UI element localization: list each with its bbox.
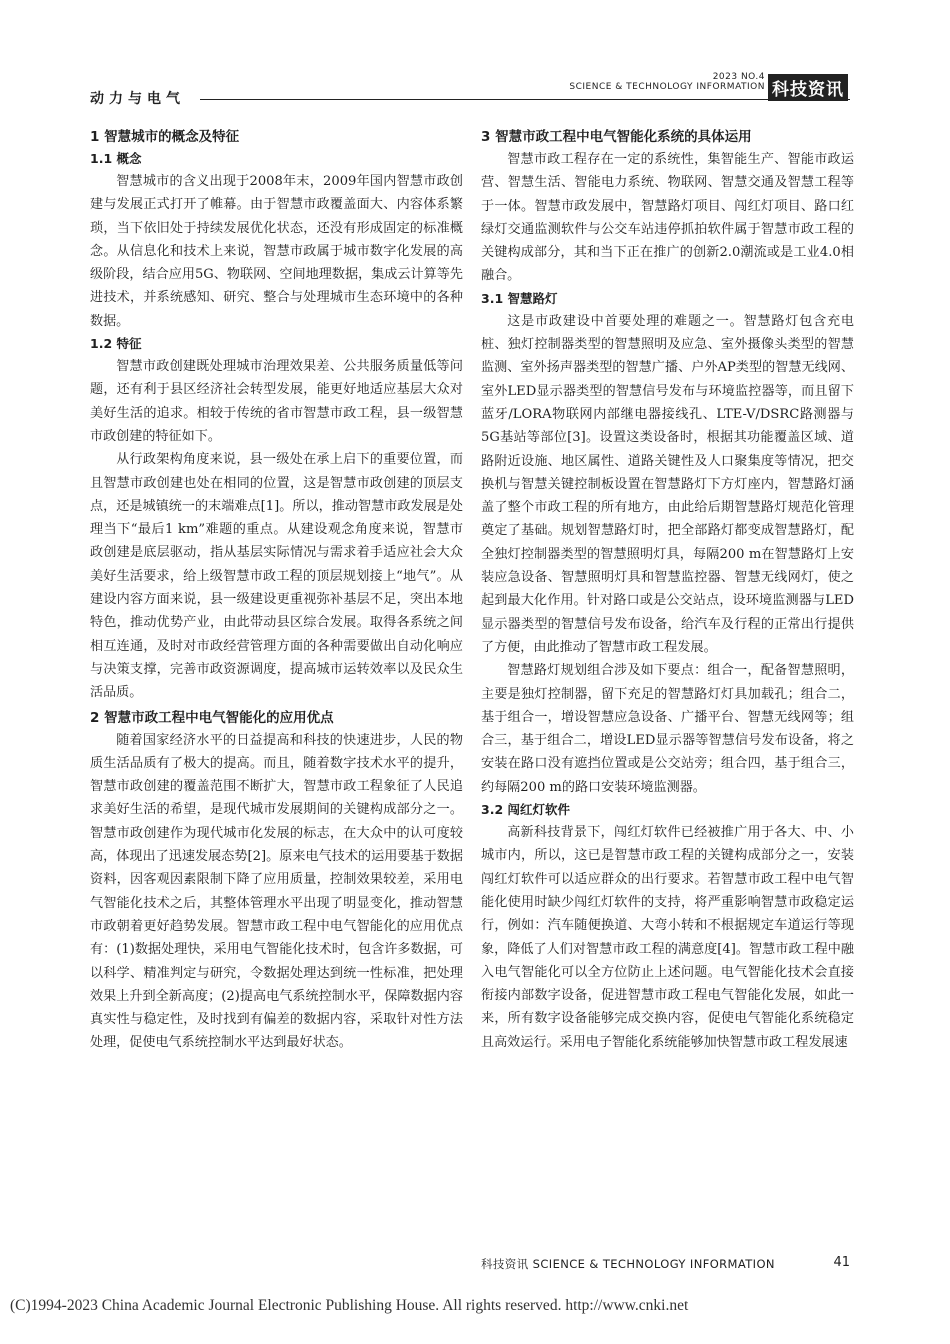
header-issue-block: [569, 72, 765, 92]
paragraph: 这是市政建设中首要处理的难题之一。智慧路灯包含充电桩、独灯控制器类型的智慧照明及应急、室外摄像头类型的智慧监测、室外扬声器类型的智慧广播、户外AP类型的智慧无线网、室外LED显示器类型的智慧信号发布与环境监控器等，而且留下蓝牙/LORA物联网内部继电器接线孔、LTE-V/DSRC路测器与5G基站等部位[3]。设置这类设备时，根据其功能覆盖区域、道路附近设施、地区属性、道路关键性及人口聚集度等情况，把交换机与智慧关键控制板设置在智慧路灯下方灯座内，智慧路灯涵盖了整个市政工程的所有地方，由此给后期智慧路灯规范化管理奠定了基础。规划智慧路灯时，把全部路灯都变成智慧路灯，配全独灯控制器类型的智慧照明灯具，每隔200 m在智慧路灯上安装应急设备、智慧照明灯具和智慧监控器、智慧无线网灯，使之起到最大化作用。针对路口或是公交站点，设环境监测器与LED显示器类型的智慧信号发布设备，给汽车及行程的正常出行提供了方便，由此推动了智慧市政工程发展。: [481, 313, 854, 655]
header-section-title: 动力与电气: [90, 91, 185, 107]
section-heading: 2 智慧市政工程中电气智能化的应用优点: [90, 709, 334, 726]
paragraph: 高新科技背景下，闯红灯软件已经被推广用于各大、中、小城市内，所以，这已是智慧市政工程的关键构成部分之一，安装闯红灯软件可以适应群众的出行要求。若智慧市政工程中电气智能化使用时缺少闯红灯软件的支持，将严重影响智慧市政稳定运行，例如：汽车随便换道、大弯小转和不根据规定车道运行等现象，降低了人们对智慧市政工程的满意度[4]。智慧市政工程中融入电气智能化可以全方位防止上述问题。电气智能化技术会直接衔接内部数字设备，促进智慧市政工程电气智能化发展，如此一来，所有数字设备能够完成交换内容，促使电气智能化系统稳定且高效运行。采用电子智能化系统能够加快智慧市政工程发展速: [481, 825, 854, 1050]
left-column: [90, 124, 463, 1055]
paragraph: 随着国家经济水平的日益提高和科技的快速进步，人民的物质生活品质有了极大的提高。而且，随着数字技术水平的提升，智慧市政创建的覆盖范围不断扩大，智慧市政工程象征了人民追求美好生活的希望，是现代城市发展期间的关键构成部分之一。智慧市政创建作为现代城市化发展的标志，在大众中的认可度较高，体现出了迅速发展态势[2]。原来电气技术的运用要基于数据资料，因客观因素限制下降了应用质量，控制效果较差，采用电气智能化技术之后，其整体管理水平出现了明显变化，推动智慧市政朝着更好趋势发展。智慧市政工程中电气智能化的应用优点有：(1)数据处理快，采用电气智能化技术时，包含许多数据，可以科学、精准判定与研究，令数据处理达到统一性标准，把处理效果上升到全新高度；(2)提高电气系统控制水平，保障数据内容真实性与稳定性，及时找到有偏差的数据内容，采取针对性方法处理，促使电气系统控制水平达到最好状态。: [90, 732, 463, 1051]
copyright-notice: (C)1994-2023 China Academic Journal Electronic Publishing House. All rights reserved. http://www.cnki.net: [10, 1297, 689, 1314]
paragraph: 从行政架构角度来说，县一级处在承上启下的重要位置，而且智慧市政创建也处在相同的位置，这是智慧市政创建的顶层支点，还是城镇统一的末端难点[1]。所以，推动智慧市政发展是处理当下“最后1 km”难题的重点。从建设观念角度来说，智慧市政创建是底层驱动，指从基层实际情况与需求着手适应社会大众美好生活要求，给上级智慧市政工程的顶层规划接上“地气”。从建设内容方面来说，县一级建设更重视弥补基层不足，突出本地特色，推动优势产业，由此带动县区综合发展。取得各系统之间相互连通，及时对市政经营管理方面的各种需要做出自动化响应与决策支撑，完善市政资源调度，提高城市运转效率以及民众生活品质。: [90, 452, 463, 701]
subsection-heading: 3.1 智慧路灯: [481, 290, 558, 306]
subsection-heading: 1.1 概念: [90, 151, 142, 166]
paragraph: 智慧路灯规划组合涉及如下要点：组合一，配备智慧照明，主要是独灯控制器，留下充足的智慧路灯灯具加载孔；组合二，基于组合一，增设智慧应急设备、广播平台、智慧无线网等；组合三，基于组合二，增设LED显示器等智慧信号发布设备，将之安装在路口没有遮挡位置或是公交站旁；组合四，基于组合三，约每隔200 m的路口安装环境监测器。: [481, 663, 854, 795]
paragraph: 智慧市政创建既处理城市治理效果差、公共服务质量低等问题，还有利于县区经济社会转型发展，能更好地适应基层大众对美好生活的追求。相较于传统的省市智慧市政工程，县一级智慧市政创建的特征如下。: [90, 359, 463, 444]
subsection-heading: 3.2 闯红灯软件: [481, 802, 570, 818]
footer-page-number: 41: [833, 1255, 850, 1270]
paragraph: 智慧市政工程存在一定的系统性，集智能生产、智能市政运营、智慧生活、智能电力系统、物联网、智慧交通及智慧工程等于一体。智慧市政发展中，智慧路灯项目、闯红灯项目、路口红绿灯交通监测软件与公交车站违停抓拍软件属于智慧市政工程的关键构成部分，其和当下正在推广的创新2.0潮流或是工业4.0相融合。: [481, 152, 854, 284]
header-brand-logo: 科技资讯: [768, 74, 848, 101]
header-issue: 2023 NO.4: [712, 72, 765, 82]
section-heading: 1 智慧城市的概念及特征: [90, 129, 240, 145]
footer-journal: 科技资讯 SCIENCE & TECHNOLOGY INFORMATION: [481, 1257, 775, 1271]
section-heading: 3 智慧市政工程中电气智能化系统的具体运用: [481, 129, 752, 145]
header-journal-en: SCIENCE & TECHNOLOGY INFORMATION: [569, 82, 765, 92]
paragraph: 智慧城市的含义出现于2008年末，2009年国内智慧市政创建与发展正式打开了帷幕。由于智慧市政覆盖面大、内容体系繁琐，当下依旧处于持续发展优化状态，还没有形成固定的标准概念。从信息化和技术上来说，智慧市政属于城市数字化发展的高级阶段，结合应用5G、物联网、空间地理数据，集成云计算等先进技术，并系统感知、研究、整合与处理城市生态环境中的各种数据。: [90, 174, 463, 329]
subsection-heading: 1.2 特征: [90, 336, 142, 352]
header-rule: [200, 99, 850, 100]
right-column: [481, 124, 854, 1054]
